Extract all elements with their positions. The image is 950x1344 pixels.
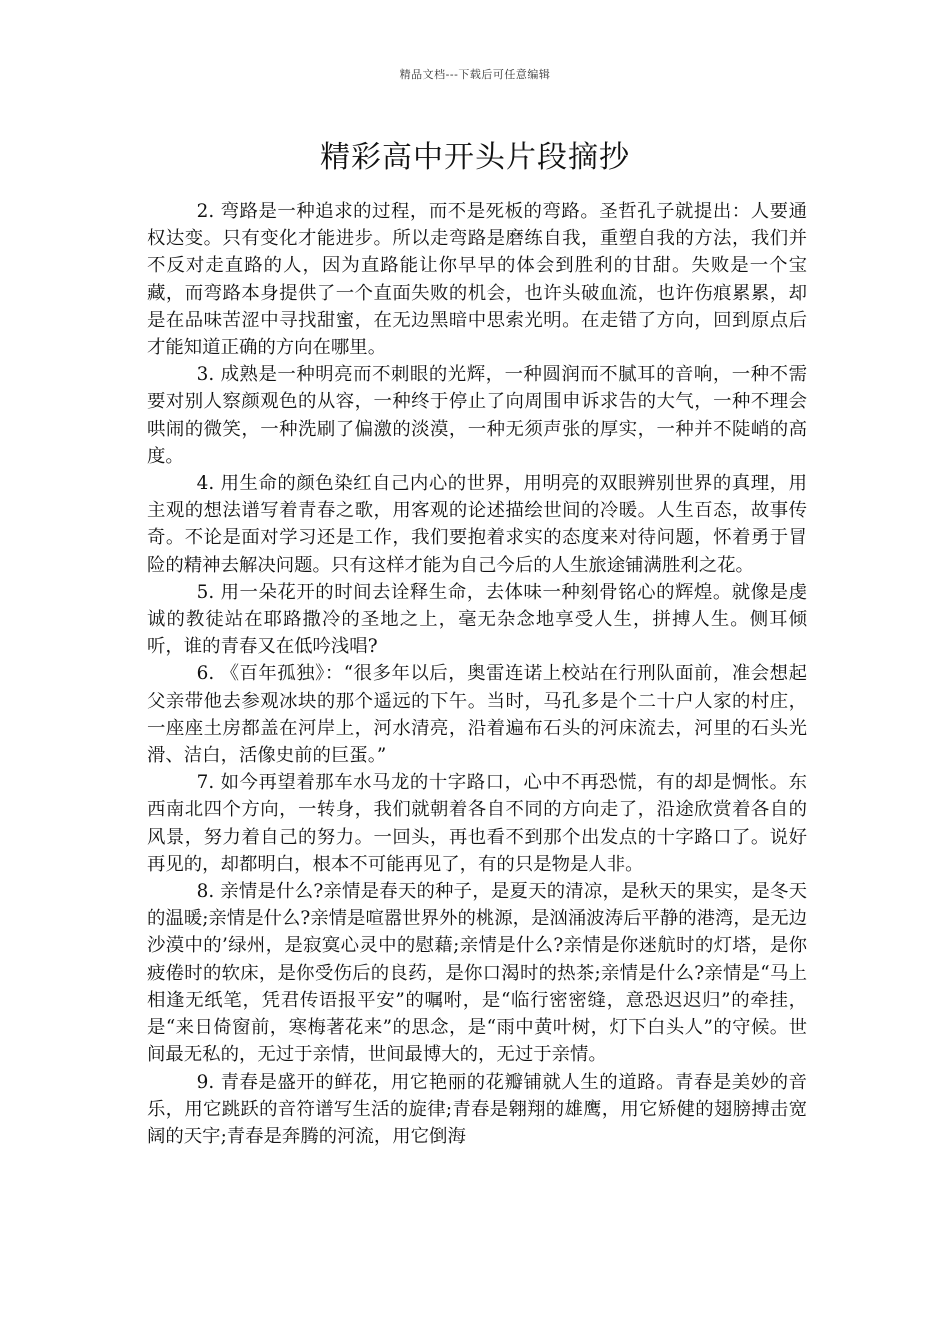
paragraph-8: 8. 亲情是什么?亲情是春天的种子，是夏天的清凉，是秋天的果实，是冬天的温暖;亲情是什么?亲情是喧嚣世界外的桃源，是汹涌波涛后平静的港湾，是无边沙漠中的’绿州，是寂寞心灵中的慰藉;亲情是什么?亲情是你迷航时的灯塔，是你疲倦时的软床，是你受伤后的良药，是你口渴时的热茶;亲情是什么?亲情是“马上相逢无纸笔，凭君传语报平安”的嘱咐，是“临行密密缝，意恐迟迟归”的牵挂，是“来日倚窗前，寒梅著花来”的思念，是“雨中黄叶树，灯下白头人”的守候。世间最无私的，无过于亲情，世间最博大的，无过于亲情。 [147, 881, 807, 1066]
paragraph-7: 7. 如今再望着那车水马龙的十字路口，心中不再恐慌，有的却是惆怅。东西南北四个方向，一转身，我们就朝着各自不同的方向走了，沿途欣赏着各自的风景，努力着自己的努力。一回头，再也看不到那个出发点的十字路口了。说好再见的，却都明白，根本不可能再见了，有的只是物是人非。 [147, 772, 807, 875]
paragraph-9: 9. 青春是盛开的鲜花，用它艳丽的花瓣铺就人生的道路。青春是美妙的音乐，用它跳跃的音符谱写生活的旋律;青春是翱翔的雄鹰，用它矫健的翅膀搏击宽阔的天宇;青春是奔腾的河流，用它倒海 [147, 1071, 807, 1147]
paragraph-5: 5. 用一朵花开的时间去诠释生命，去体味一种刻骨铭心的辉煌。就像是虔诚的教徒站在耶路撒冷的圣地之上，毫无杂念地享受人生，拼搏人生。侧耳倾听，谁的青春又在低吟浅唱? [147, 581, 807, 658]
paragraph-3: 3. 成熟是一种明亮而不刺眼的光辉，一种圆润而不腻耳的音响，一种不需要对别人察颜观色的从容，一种终于停止了向周围申诉求告的大气，一种不理会哄闹的微笑，一种洗刷了偏激的淡漠，一种无须声张的厚实，一种并不陡峭的高度。 [147, 364, 807, 467]
document-title: 精彩高中开头片段摘抄 [320, 140, 630, 175]
paragraph-6: 6. 《百年孤独》：“很多年以后，奥雷连诺上校站在行刑队面前，准会想起父亲带他去参观冰块的那个遥远的下午。当时，马孔多是个二十户人家的村庄，一座座土房都盖在河岸上，河水清亮，沿着遍布石头的河床流去，河里的石头光滑、洁白，活像史前的巨蛋。” [147, 663, 807, 767]
document-body [147, 198, 807, 1150]
paragraph-2: 2. 弯路是一种追求的过程，而不是死板的弯路。圣哲孔子就提出：人要通权达变。只有变化才能进步。所以走弯路是磨练自我，重塑自我的方法，我们并不反对走直路的人，因为直路能让你早早的体会到胜利的甘甜。失败是一个宝藏，而弯路本身提供了一个直面失败的机会，也许头破血流，也许伤痕累累，却是在品味苦涩中寻找甜蜜，在无边黑暗中思索光明。在走错了方向，回到原点后才能知道正确的方向在哪里。 [147, 201, 807, 359]
paragraph-4: 4. 用生命的颜色染红自己内心的世界，用明亮的双眼辨别世界的真理，用主观的想法谱写着青春之歌，用客观的论述描绘世间的冷暖。人生百态，故事传奇。不论是面对学习还是工作，我们要抱着求实的态度来对待问题，怀着勇于冒险的精神去解决问题。只有这样才能为自己今后的人生旅途铺满胜利之花。 [147, 473, 807, 576]
page-header-watermark: 精品文档---下载后可任意编辑 [399, 68, 551, 81]
